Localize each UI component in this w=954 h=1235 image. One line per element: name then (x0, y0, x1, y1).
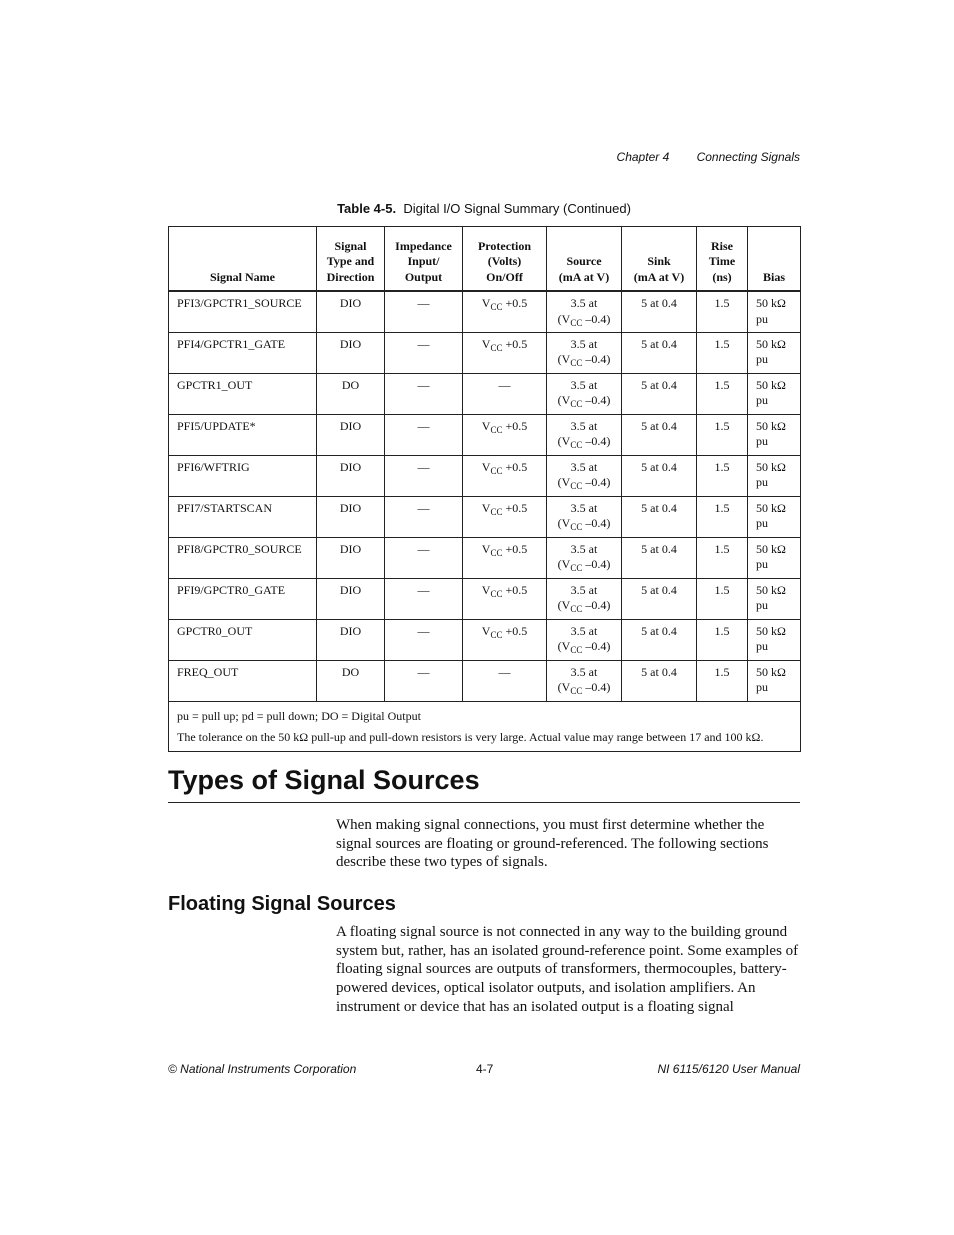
signal-type-cell: DIO (317, 332, 385, 373)
source-cell: 3.5 at ($V_{CC}$ –0.4) (547, 578, 622, 619)
section-paragraph: When making signal connections, you must first determine whether the signal sources are floating or ground-referenced. The following sections describe these two types of signals. (336, 817, 769, 871)
signal-type-cell: DIO (317, 578, 385, 619)
signal-name-cell: PFI8/GPCTR0_SOURCE (169, 537, 317, 578)
signal-name-cell: FREQ_OUT (169, 660, 317, 701)
table-row (169, 578, 801, 619)
table-caption (168, 201, 800, 216)
table-row (169, 373, 801, 414)
impedance-cell: — (385, 619, 463, 660)
source-cell: 3.5 at ($V_{CC}$ –0.4) (547, 455, 622, 496)
protection-cell: $V_{CC} +0.5$ (463, 537, 547, 578)
column-header: Sink (mA at V) (622, 227, 697, 292)
rise-time-cell: 1.5 (697, 332, 748, 373)
rise-time-cell: 1.5 (697, 455, 748, 496)
table-note: The tolerance on the 50 kΩ pull-up and pull-down resistors is very large. Actual value may range between 17 and 100 kΩ. (177, 729, 764, 744)
signal-type-cell: DO (317, 660, 385, 701)
signal-type-cell: DIO (317, 414, 385, 455)
sink-cell: 5 at 0.4 (622, 660, 697, 701)
sink-cell: 5 at 0.4 (622, 496, 697, 537)
table-row (169, 414, 801, 455)
column-header: Rise Time (ns) (697, 227, 748, 292)
bias-cell: 50 kΩ pu (748, 332, 801, 373)
protection-cell: $V_{CC} +0.5$ (463, 414, 547, 455)
rise-time-cell: 1.5 (697, 414, 748, 455)
rise-time-cell: 1.5 (697, 373, 748, 414)
protection-cell: $V_{CC} +0.5$ (463, 496, 547, 537)
signal-name-cell: GPCTR0_OUT (169, 619, 317, 660)
source-cell: 3.5 at ($V_{CC}$ –0.4) (547, 332, 622, 373)
chapter-title: Connecting Signals (696, 150, 800, 164)
bias-cell: 50 kΩ pu (748, 291, 801, 332)
sink-cell: 5 at 0.4 (622, 578, 697, 619)
table-row (169, 291, 801, 332)
source-cell: 3.5 at ($V_{CC}$ –0.4) (547, 291, 622, 332)
impedance-cell: — (385, 291, 463, 332)
rise-time-cell: 1.5 (697, 291, 748, 332)
protection-cell: $V_{CC} +0.5$ (463, 455, 547, 496)
impedance-cell: — (385, 496, 463, 537)
bias-cell: 50 kΩ pu (748, 373, 801, 414)
impedance-cell: — (385, 537, 463, 578)
signal-type-cell: DIO (317, 537, 385, 578)
signal-type-cell: DIO (317, 291, 385, 332)
footer-page-number: 4-7 (476, 1062, 494, 1076)
column-header: Impedance Input/ Output (385, 227, 463, 292)
protection-cell: $V_{CC} +0.5$ (463, 619, 547, 660)
source-cell: 3.5 at ($V_{CC}$ –0.4) (547, 660, 622, 701)
signal-name-cell: GPCTR1_OUT (169, 373, 317, 414)
source-cell: 3.5 at ($V_{CC}$ –0.4) (547, 619, 622, 660)
impedance-cell: — (385, 414, 463, 455)
column-header: Bias (748, 227, 801, 292)
running-header (617, 150, 800, 164)
rise-time-cell: 1.5 (697, 496, 748, 537)
signal-name-cell: PFI5/UPDATE* (169, 414, 317, 455)
protection-cell: — (463, 373, 547, 414)
table-row (169, 455, 801, 496)
subsection-heading: Floating Signal Sources (168, 893, 396, 915)
protection-cell: $V_{CC} +0.5$ (463, 332, 547, 373)
signal-type-cell: DIO (317, 619, 385, 660)
source-cell: 3.5 at ($V_{CC}$ –0.4) (547, 537, 622, 578)
sink-cell: 5 at 0.4 (622, 414, 697, 455)
table-header-row (169, 227, 801, 292)
signal-name-cell: PFI6/WFTRIG (169, 455, 317, 496)
table-notes-row (169, 701, 801, 751)
bias-cell: 50 kΩ pu (748, 496, 801, 537)
table-caption-number: Table 4-5. (337, 201, 397, 216)
rise-time-cell: 1.5 (697, 537, 748, 578)
table-row (169, 496, 801, 537)
rise-time-cell: 1.5 (697, 619, 748, 660)
table-row (169, 619, 801, 660)
table-caption-text: Digital I/O Signal Summary (Continued) (403, 201, 631, 216)
bias-cell: 50 kΩ pu (748, 660, 801, 701)
rise-time-cell: 1.5 (697, 578, 748, 619)
column-header: Source (mA at V) (547, 227, 622, 292)
sink-cell: 5 at 0.4 (622, 619, 697, 660)
signal-name-cell: PFI4/GPCTR1_GATE (169, 332, 317, 373)
footer-manual-title: NI 6115/6120 User Manual (657, 1062, 800, 1076)
column-header: Signal Name (169, 227, 317, 292)
bias-cell: 50 kΩ pu (748, 414, 801, 455)
chapter-label: Chapter 4 (616, 150, 670, 164)
source-cell: 3.5 at ($V_{CC}$ –0.4) (547, 414, 622, 455)
sink-cell: 5 at 0.4 (622, 537, 697, 578)
footer-copyright: © National Instruments Corporation (168, 1062, 357, 1076)
impedance-cell: — (385, 660, 463, 701)
sink-cell: 5 at 0.4 (622, 332, 697, 373)
column-header: Protection (Volts) On/Off (463, 227, 547, 292)
impedance-cell: — (385, 332, 463, 373)
impedance-cell: — (385, 373, 463, 414)
signal-type-cell: DIO (317, 496, 385, 537)
impedance-cell: — (385, 455, 463, 496)
source-cell: 3.5 at ($V_{CC}$ –0.4) (547, 496, 622, 537)
table-row (169, 537, 801, 578)
sink-cell: 5 at 0.4 (622, 455, 697, 496)
table-notes (169, 701, 801, 751)
column-header: Signal Type and Direction (317, 227, 385, 292)
signal-type-cell: DIO (317, 455, 385, 496)
bias-cell: 50 kΩ pu (748, 619, 801, 660)
protection-cell: $V_{CC} +0.5$ (463, 291, 547, 332)
bias-cell: 50 kΩ pu (748, 537, 801, 578)
sink-cell: 5 at 0.4 (622, 291, 697, 332)
table-row (169, 332, 801, 373)
subsection-paragraph: A floating signal source is not connected in any way to the building ground system but, rather, has an isolated ground-reference point. Some examples of floating signal sources are outputs of transformers, thermocouples, battery-powered devices, optical isolator outputs, and isolation amplifiers. An instrument or device that has an isolated output is a floating signal (336, 924, 799, 1015)
impedance-cell: — (385, 578, 463, 619)
sink-cell: 5 at 0.4 (622, 373, 697, 414)
bias-cell: 50 kΩ pu (748, 455, 801, 496)
source-cell: 3.5 at ($V_{CC}$ –0.4) (547, 373, 622, 414)
rise-time-cell: 1.5 (697, 660, 748, 701)
section-heading: Types of Signal Sources (168, 765, 800, 803)
bias-cell: 50 kΩ pu (748, 578, 801, 619)
signal-name-cell: PFI7/STARTSCAN (169, 496, 317, 537)
table-note: pu = pull up; pd = pull down; DO = Digital Output (177, 708, 421, 723)
signal-name-cell: PFI9/GPCTR0_GATE (169, 578, 317, 619)
signal-type-cell: DO (317, 373, 385, 414)
digital-io-signal-table (168, 226, 801, 752)
table-row (169, 660, 801, 701)
protection-cell: $V_{CC} +0.5$ (463, 578, 547, 619)
protection-cell: — (463, 660, 547, 701)
signal-name-cell: PFI3/GPCTR1_SOURCE (169, 291, 317, 332)
